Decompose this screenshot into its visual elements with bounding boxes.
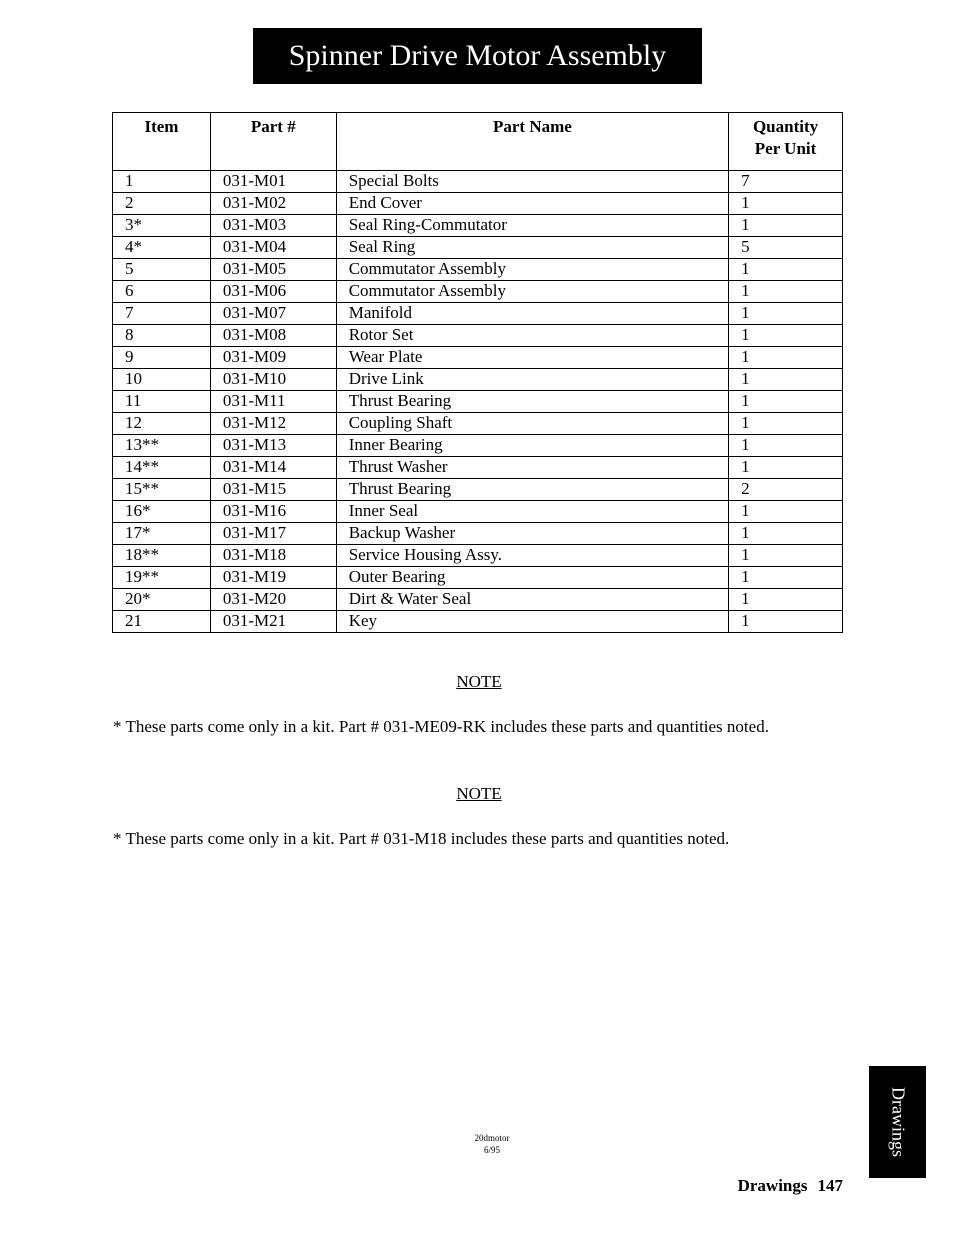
section-tab-label: Drawings: [888, 1087, 908, 1157]
table-row: [113, 391, 843, 413]
cell-part-number: 031-M17: [210, 523, 336, 545]
cell-part-number: 031-M18: [210, 545, 336, 567]
drawing-date: 6/95: [483, 1145, 500, 1155]
header-item: Item: [113, 113, 211, 171]
cell-item: 8: [113, 325, 211, 347]
table-row: [113, 369, 843, 391]
cell-quantity: 1: [729, 259, 843, 281]
cell-part-name: Seal Ring: [336, 237, 728, 259]
cell-part-number: 031-M14: [210, 457, 336, 479]
table-row: [113, 237, 843, 259]
cell-quantity: 1: [729, 391, 843, 413]
cell-quantity: 1: [729, 193, 843, 215]
section-tab: [869, 1066, 926, 1178]
table-row: [113, 611, 843, 633]
note-text-2: * These parts come only in a kit. Part # 031-M18 includes these parts and quantities noted.: [113, 829, 730, 848]
cell-item: 19**: [113, 567, 211, 589]
cell-quantity: 1: [729, 567, 843, 589]
cell-item: 17*: [113, 523, 211, 545]
header-quantity-line1: Quantity: [752, 117, 819, 136]
cell-part-name: Rotor Set: [336, 325, 728, 347]
cell-part-name: Drive Link: [336, 369, 728, 391]
cell-item: 3*: [113, 215, 211, 237]
cell-quantity: 1: [729, 369, 843, 391]
parts-table: [112, 112, 843, 633]
cell-item: 9: [113, 347, 211, 369]
cell-item: 15**: [113, 479, 211, 501]
cell-part-name: Thrust Bearing: [336, 479, 728, 501]
cell-part-name: Manifold: [336, 303, 728, 325]
cell-part-number: 031-M08: [210, 325, 336, 347]
cell-quantity: 1: [729, 215, 843, 237]
cell-item: 2: [113, 193, 211, 215]
cell-part-name: Backup Washer: [336, 523, 728, 545]
page-footer: [738, 1176, 843, 1196]
cell-quantity: 1: [729, 523, 843, 545]
cell-part-name: Key: [336, 611, 728, 633]
cell-item: 5: [113, 259, 211, 281]
table-row: [113, 325, 843, 347]
cell-part-number: 031-M11: [210, 391, 336, 413]
header-part-name: Part Name: [336, 113, 728, 171]
cell-part-number: 031-M15: [210, 479, 336, 501]
footer-section: Drawings: [737, 1176, 808, 1195]
cell-part-number: 031-M16: [210, 501, 336, 523]
note-heading-2: NOTE: [456, 784, 502, 803]
cell-item: 7: [113, 303, 211, 325]
cell-item: 11: [113, 391, 211, 413]
cell-part-name: Special Bolts: [336, 171, 728, 193]
cell-quantity: 1: [729, 611, 843, 633]
table-row: [113, 215, 843, 237]
cell-item: 13**: [113, 435, 211, 457]
cell-part-name: Inner Seal: [336, 501, 728, 523]
cell-part-name: Outer Bearing: [336, 567, 728, 589]
table-row: [113, 413, 843, 435]
cell-quantity: 1: [729, 281, 843, 303]
cell-part-number: 031-M10: [210, 369, 336, 391]
table-row: [113, 259, 843, 281]
cell-part-name: Seal Ring-Commutator: [336, 215, 728, 237]
cell-quantity: 7: [729, 171, 843, 193]
cell-item: 16*: [113, 501, 211, 523]
cell-part-number: 031-M02: [210, 193, 336, 215]
cell-part-number: 031-M09: [210, 347, 336, 369]
cell-part-number: 031-M20: [210, 589, 336, 611]
cell-part-name: Coupling Shaft: [336, 413, 728, 435]
cell-item: 14**: [113, 457, 211, 479]
cell-quantity: 1: [729, 325, 843, 347]
table-row: [113, 347, 843, 369]
cell-item: 12: [113, 413, 211, 435]
cell-part-number: 031-M03: [210, 215, 336, 237]
cell-part-name: Thrust Bearing: [336, 391, 728, 413]
cell-part-name: Dirt & Water Seal: [336, 589, 728, 611]
cell-quantity: 1: [729, 457, 843, 479]
cell-quantity: 1: [729, 303, 843, 325]
table-row: [113, 281, 843, 303]
cell-item: 20*: [113, 589, 211, 611]
cell-item: 10: [113, 369, 211, 391]
cell-quantity: 2: [729, 479, 843, 501]
page-number: 147: [817, 1176, 843, 1195]
table-header-row: [113, 113, 843, 171]
cell-part-name: Thrust Washer: [336, 457, 728, 479]
table-row: [113, 193, 843, 215]
table-row: [113, 479, 843, 501]
cell-part-name: Wear Plate: [336, 347, 728, 369]
cell-item: 6: [113, 281, 211, 303]
cell-part-name: End Cover: [336, 193, 728, 215]
parts-table-body: [113, 171, 843, 633]
note-heading-1: NOTE: [456, 672, 502, 691]
cell-quantity: 5: [729, 237, 843, 259]
cell-item: 18**: [113, 545, 211, 567]
cell-item: 4*: [113, 237, 211, 259]
table-row: [113, 523, 843, 545]
cell-part-number: 031-M13: [210, 435, 336, 457]
cell-part-number: 031-M04: [210, 237, 336, 259]
table-row: [113, 303, 843, 325]
cell-part-number: 031-M21: [210, 611, 336, 633]
cell-quantity: 1: [729, 347, 843, 369]
cell-part-number: 031-M19: [210, 567, 336, 589]
table-row: [113, 589, 843, 611]
cell-quantity: 1: [729, 413, 843, 435]
cell-item: 1: [113, 171, 211, 193]
table-row: [113, 457, 843, 479]
table-row: [113, 501, 843, 523]
page-title: Spinner Drive Motor Assembly: [253, 28, 702, 84]
cell-part-name: Commutator Assembly: [336, 259, 728, 281]
cell-item: 21: [113, 611, 211, 633]
cell-quantity: 1: [729, 589, 843, 611]
table-row: [113, 567, 843, 589]
cell-part-number: 031-M01: [210, 171, 336, 193]
header-part-number: Part #: [210, 113, 336, 171]
cell-part-name: Service Housing Assy.: [336, 545, 728, 567]
note-text-1: * These parts come only in a kit. Part # 031-ME09-RK includes these parts and quantities noted.: [113, 717, 769, 736]
header-quantity: [729, 113, 843, 171]
table-row: [113, 545, 843, 567]
cell-part-number: 031-M06: [210, 281, 336, 303]
header-quantity-line2: Per Unit: [754, 139, 817, 158]
cell-part-name: Commutator Assembly: [336, 281, 728, 303]
cell-quantity: 1: [729, 501, 843, 523]
cell-part-number: 031-M07: [210, 303, 336, 325]
cell-part-name: Inner Bearing: [336, 435, 728, 457]
cell-quantity: 1: [729, 545, 843, 567]
cell-part-number: 031-M05: [210, 259, 336, 281]
cell-quantity: 1: [729, 435, 843, 457]
table-row: [113, 435, 843, 457]
cell-part-number: 031-M12: [210, 413, 336, 435]
table-row: [113, 171, 843, 193]
drawing-code: 20dmotor: [474, 1133, 510, 1143]
